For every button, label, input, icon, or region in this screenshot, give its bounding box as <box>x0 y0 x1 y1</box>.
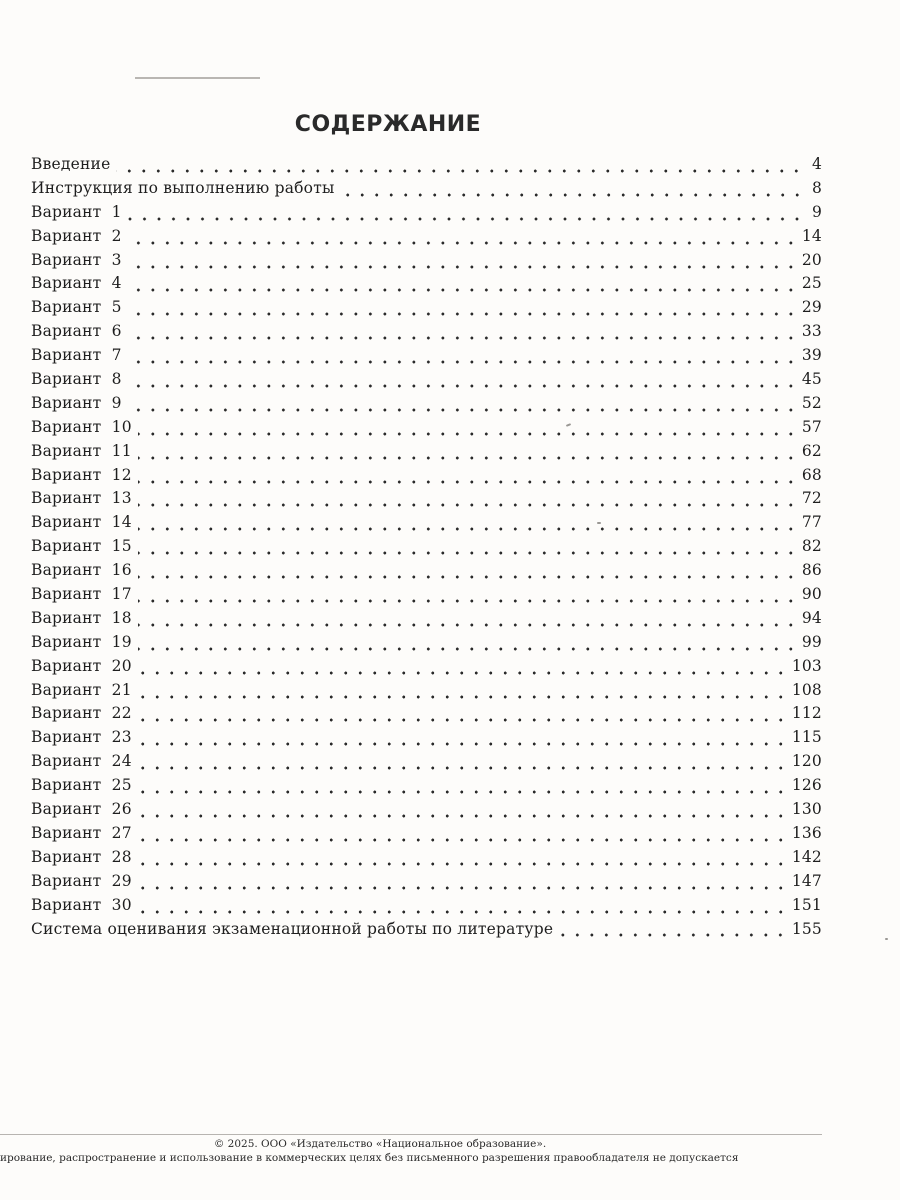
toc-entry-page-number: 39 <box>801 346 822 365</box>
toc-entry-label: Вариант 19 <box>31 632 132 651</box>
toc-entry-page-number: 147 <box>791 871 822 890</box>
dot-leader <box>128 384 798 388</box>
toc-entry-label: Вариант 22 <box>31 704 132 723</box>
toc-entry-label: Вариант 28 <box>31 847 132 866</box>
toc-entry-label: Вариант 30 <box>31 895 132 914</box>
top-decorative-rule <box>135 77 260 79</box>
toc-entry <box>31 537 822 561</box>
dot-leader <box>138 790 788 794</box>
toc-entry-label: Вариант 20 <box>31 656 132 675</box>
dot-leader <box>128 265 798 269</box>
toc-entry-page-number: 9 <box>811 202 822 221</box>
toc-entry <box>31 561 822 585</box>
toc-entry-label: Вариант 10 <box>31 417 132 436</box>
dot-leader <box>138 503 798 507</box>
dot-leader <box>138 480 798 484</box>
dot-leader <box>138 551 798 555</box>
toc-entry-page-number: 62 <box>801 441 822 460</box>
toc-entry <box>31 513 822 537</box>
dot-leader <box>138 623 798 627</box>
toc-entry-label: Вариант 5 <box>31 298 122 317</box>
toc-entry <box>31 585 822 609</box>
toc-entry <box>31 657 822 681</box>
toc-entry-page-number: 14 <box>801 226 822 245</box>
toc-entry-label: Вариант 25 <box>31 776 132 795</box>
toc-entry <box>31 489 822 513</box>
footer-divider <box>0 1134 822 1135</box>
toc-entry <box>31 274 822 298</box>
page-title: СОДЕРЖАНИЕ <box>294 112 482 137</box>
dot-leader <box>138 575 798 579</box>
toc-entry <box>31 896 822 920</box>
dot-leader <box>128 312 798 316</box>
toc-entry <box>31 776 822 800</box>
toc-entry <box>31 179 822 203</box>
toc-entry <box>31 872 822 896</box>
dot-leader <box>138 742 788 746</box>
toc-entry-page-number: 136 <box>791 823 822 842</box>
toc-entry-page-number: 29 <box>801 298 822 317</box>
toc-entry <box>31 346 822 370</box>
footer-notice: ирование, распространение и использование в коммерческих целях без письменного разрешения правообладателя не допускается <box>0 1152 739 1164</box>
toc-entry-page-number: 25 <box>801 274 822 293</box>
toc-entry-page-number: 99 <box>801 632 822 651</box>
dot-leader <box>138 527 798 531</box>
toc-entry <box>31 920 822 944</box>
toc-entry-page-number: 57 <box>801 417 822 436</box>
toc-entry-page-number: 115 <box>791 728 822 747</box>
toc-entry-label: Вариант 26 <box>31 800 132 819</box>
toc-entry <box>31 370 822 394</box>
toc-entry-page-number: 8 <box>811 178 822 197</box>
toc-entry <box>31 251 822 275</box>
dot-leader <box>138 862 788 866</box>
toc-entry <box>31 394 822 418</box>
toc-entry-page-number: 82 <box>801 537 822 556</box>
toc-entry-page-number: 90 <box>801 585 822 604</box>
toc-entry-label: Введение <box>31 155 111 173</box>
toc-entry-page-number: 155 <box>791 919 822 938</box>
toc-entry-label: Инструкция по выполнению работы <box>31 178 335 197</box>
toc-entry-page-number: 77 <box>801 513 822 532</box>
toc-entry-label: Вариант 14 <box>31 513 132 532</box>
toc-entry-label: Вариант 27 <box>31 823 132 842</box>
dot-leader <box>559 933 788 937</box>
toc-entry <box>31 728 822 752</box>
toc-entry-page-number: 126 <box>791 776 822 795</box>
toc-entry <box>31 466 822 490</box>
dot-leader <box>128 288 798 292</box>
toc-entry-label: Вариант 11 <box>31 441 132 460</box>
toc-entry-page-number: 4 <box>811 155 822 173</box>
toc-entry-label: Вариант 15 <box>31 537 132 556</box>
toc-entry-label: Система оценивания экзаменационной работы по литературе <box>31 919 554 938</box>
dot-leader <box>138 671 788 675</box>
toc-entry-label: Вариант 24 <box>31 752 132 771</box>
toc-entry-page-number: 103 <box>791 656 822 675</box>
toc-entry-page-number: 52 <box>801 393 822 412</box>
dot-leader <box>138 718 788 722</box>
dot-leader <box>128 408 798 412</box>
toc-entry-label: Вариант 18 <box>31 608 132 627</box>
toc-entry <box>31 442 822 466</box>
toc-entry <box>31 681 822 705</box>
toc-entry-page-number: 33 <box>801 322 822 341</box>
dot-leader <box>128 241 798 245</box>
dot-leader <box>138 695 788 699</box>
toc-entry <box>31 155 822 179</box>
toc-entry-label: Вариант 21 <box>31 680 132 699</box>
toc-entry-label: Вариант 3 <box>31 250 122 269</box>
toc-entry-page-number: 45 <box>801 370 822 389</box>
dot-leader <box>138 766 788 770</box>
toc-entry-page-number: 94 <box>801 608 822 627</box>
toc-entry-label: Вариант 12 <box>31 465 132 484</box>
toc-entry <box>31 752 822 776</box>
toc-entry-label: Вариант 6 <box>31 322 122 341</box>
toc-entry <box>31 298 822 322</box>
toc-entry <box>31 227 822 251</box>
toc-entry-label: Вариант 1 <box>31 202 122 221</box>
footer-copyright: © 2025. ООО «Издательство «Национальное образование». <box>213 1138 547 1150</box>
print-speck <box>597 522 601 524</box>
dot-leader <box>138 599 798 603</box>
toc-entry-label: Вариант 29 <box>31 871 132 890</box>
toc-entry <box>31 418 822 442</box>
toc-entry-label: Вариант 16 <box>31 561 132 580</box>
toc-entry-page-number: 20 <box>801 250 822 269</box>
dot-leader <box>116 169 804 173</box>
toc-entry <box>31 633 822 657</box>
dot-leader <box>128 336 798 340</box>
dot-leader <box>128 217 804 221</box>
toc-entry-page-number: 120 <box>791 752 822 771</box>
toc-entry-page-number: 112 <box>791 704 822 723</box>
dot-leader <box>138 814 788 818</box>
toc-entry-page-number: 86 <box>801 561 822 580</box>
toc-entry-label: Вариант 9 <box>31 393 122 412</box>
toc-entry <box>31 824 822 848</box>
toc-entry-label: Вариант 4 <box>31 274 122 293</box>
dot-leader <box>138 838 788 842</box>
toc-entry <box>31 848 822 872</box>
toc-entry-label: Вариант 8 <box>31 370 122 389</box>
toc-entry-label: Вариант 23 <box>31 728 132 747</box>
dot-leader <box>138 910 788 914</box>
toc-entry-label: Вариант 2 <box>31 226 122 245</box>
toc-entry-page-number: 151 <box>791 895 822 914</box>
dot-leader <box>128 360 798 364</box>
table-of-contents <box>31 155 822 943</box>
dot-leader <box>341 193 804 197</box>
dot-leader <box>138 647 798 651</box>
toc-entry <box>31 609 822 633</box>
dot-leader <box>138 886 788 890</box>
toc-entry-label: Вариант 17 <box>31 585 132 604</box>
toc-entry-label: Вариант 13 <box>31 489 132 508</box>
toc-entry <box>31 322 822 346</box>
toc-entry-label: Вариант 7 <box>31 346 122 365</box>
print-speck <box>885 938 888 940</box>
toc-entry <box>31 800 822 824</box>
dot-leader <box>138 456 798 460</box>
toc-entry <box>31 704 822 728</box>
toc-entry-page-number: 72 <box>801 489 822 508</box>
toc-entry-page-number: 68 <box>801 465 822 484</box>
toc-entry-page-number: 130 <box>791 800 822 819</box>
toc-entry <box>31 203 822 227</box>
dot-leader <box>138 432 798 436</box>
toc-entry-page-number: 108 <box>791 680 822 699</box>
toc-entry-page-number: 142 <box>791 847 822 866</box>
